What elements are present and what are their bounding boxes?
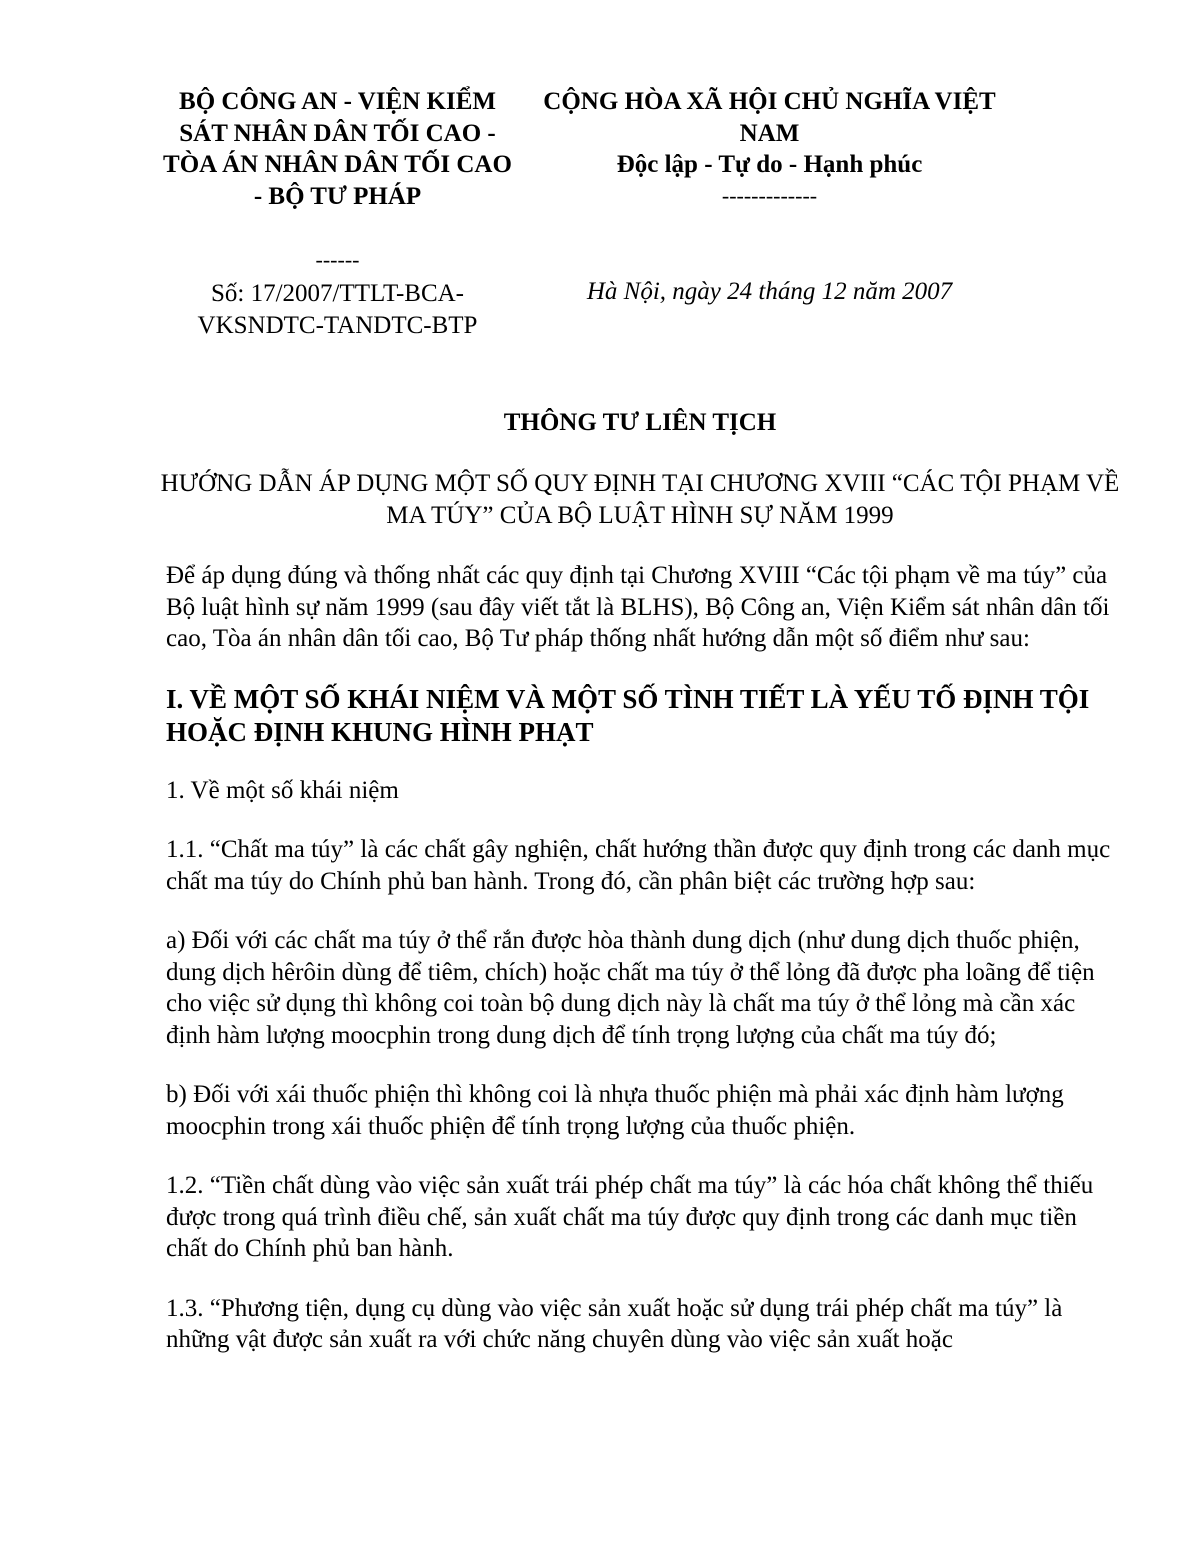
document-body	[166, 560, 1121, 1384]
document-type-title: THÔNG TƯ LIÊN TỊCH	[503, 409, 777, 436]
national-heading	[512, 86, 1027, 181]
document-number: Số: 17/2007/TTLT-BCA-VKSNDTC-TANDTC-BTP	[197, 280, 478, 339]
item-1-1-paragraph: 1.1. “Chất ma túy” là các chất gây nghiện, chất hướng thần được quy định trong các danh mục chất ma túy do Chính phủ ban hành. Trong đó, cần phân biệt các trường hợp sau:	[166, 836, 1111, 895]
preamble-paragraph: Để áp dụng đúng và thống nhất các quy định tại Chương XVIII “Các tội phạm về ma túy” của Bộ luật hình sự năm 1999 (sau đây viết tắt là BLHS), Bộ Công an, Viện Kiểm sát nhân dân tối cao, Tòa án nhân dân tối cao, Bộ Tư pháp thống nhất hướng dẫn một số điểm như sau:	[166, 562, 1110, 652]
item-1-heading: 1. Về một số khái niệm	[166, 776, 399, 804]
national-motto: Độc lập - Tự do - Hạnh phúc	[616, 151, 923, 178]
agency-separator: ------	[315, 247, 360, 272]
section-heading: I. VỀ MỘT SỐ KHÁI NIỆM VÀ MỘT SỐ TÌNH TIẾT LÀ YẾU TỐ ĐỊNH TỘI HOẶC ĐỊNH KHUNG HÌNH PHẠT	[166, 683, 1090, 747]
issuing-agency: BỘ CÔNG AN - VIỆN KIỂM SÁT NHÂN DÂN TỐI CAO - TÒA ÁN NHÂN DÂN TỐI CAO - BỘ TƯ PHÁP	[163, 88, 512, 210]
place-and-date: Hà Nội, ngày 24 tháng 12 năm 2007	[586, 278, 953, 305]
document-subject: HƯỚNG DẪN ÁP DỤNG MỘT SỐ QUY ĐỊNH TẠI CHƯƠNG XVIII “CÁC TỘI PHẠM VỀ MA TÚY” CỦA BỘ LUẬT HÌNH SỰ NĂM 1999	[160, 470, 1120, 529]
item-b-paragraph: b) Đối với xái thuốc phiện thì không coi là nhựa thuốc phiện mà phải xác định hàm lượng moocphin trong xái thuốc phiện để tính trọng lượng của thuốc phiện.	[166, 1081, 1064, 1140]
item-1-3-paragraph: 1.3. “Phương tiện, dụng cụ dùng vào việc sản xuất hoặc sử dụng trái phép chất ma túy” là những vật được sản xuất ra với chức năng chuyên dùng vào việc sản xuất hoặc	[166, 1294, 1063, 1353]
item-1-2-paragraph: 1.2. “Tiền chất dùng vào việc sản xuất trái phép chất ma túy” là các hóa chất không thể thiếu được trong quá trình điều chế, sản xuất chất ma túy được quy định trong các danh mục tiền chất do Chính phủ ban hành.	[166, 1172, 1094, 1262]
motto-separator: -------------	[721, 183, 818, 208]
item-a-paragraph: a) Đối với các chất ma túy ở thể rắn được hòa thành dung dịch (như dung dịch thuốc phiện, dung dịch hêrôin dùng để tiêm, chích) hoặc chất ma túy ở thể lỏng đã được pha loãng để tiện cho việc sử dụng thì không coi toàn bộ dung dịch này là chất ma túy ở thể lỏng mà cần xác định hàm lượng moocphin trong dung dịch để tính trọng lượng của chất ma túy đó;	[166, 927, 1095, 1049]
country-name: CỘNG HÒA XÃ HỘI CHỦ NGHĨA VIỆT NAM	[543, 88, 996, 147]
